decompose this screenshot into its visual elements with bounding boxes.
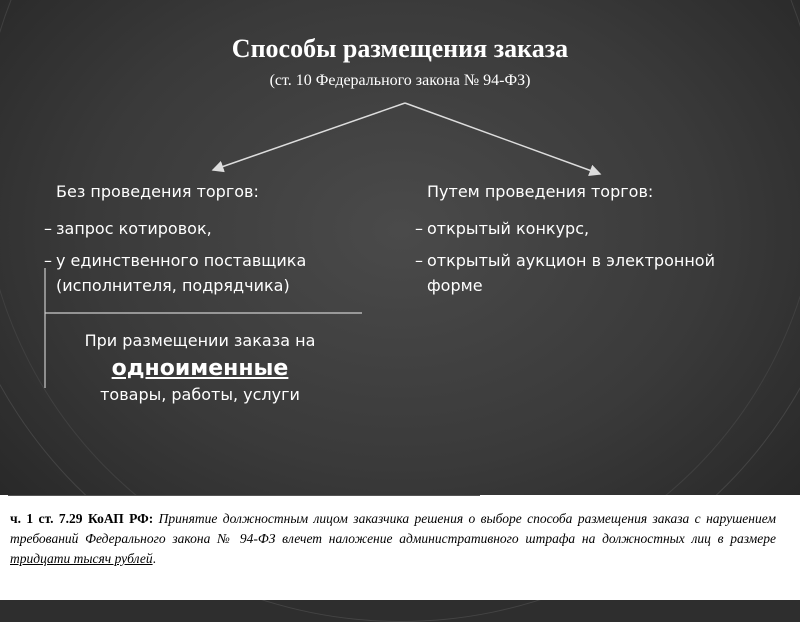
left-item-text: у единственного поставщика xyxy=(56,251,307,270)
right-item-text: открытый аукцион в электронной xyxy=(427,251,715,270)
left-item-text: запрос котировок, xyxy=(56,219,212,238)
right-item xyxy=(415,251,715,270)
note-line-1: При размещении заказа на xyxy=(84,331,316,350)
left-item xyxy=(44,251,307,270)
note-box xyxy=(40,331,360,404)
slide-subtitle: (ст. 10 Федерального закона № 94-ФЗ) xyxy=(269,72,531,89)
left-item xyxy=(44,219,212,238)
branch-arrow-right xyxy=(405,103,600,174)
left-heading: Без проведения торгов: xyxy=(56,182,259,201)
law-end: . xyxy=(152,551,156,566)
law-footnote-text xyxy=(10,509,776,569)
note-emphasis: одноименные xyxy=(111,356,289,381)
dash-bullet: – xyxy=(415,251,423,270)
dash-bullet: – xyxy=(44,251,52,270)
law-fine-amount: тридцати тысяч рублей xyxy=(10,551,153,566)
dash-bullet: – xyxy=(415,219,423,238)
law-footnote-box xyxy=(0,495,800,600)
law-body: Принятие должностным лицом заказчика решения о выборе способа размещения заказа с нарушением требований Федерального закона № 94-ФЗ влечет наложение административного штрафа на должностных лиц в размере xyxy=(10,511,776,546)
separator-line xyxy=(8,495,480,496)
dash-bullet: – xyxy=(44,219,52,238)
branch-arrow-left xyxy=(213,103,405,170)
slide-title: Способы размещения заказа xyxy=(231,34,569,63)
right-item xyxy=(415,219,590,238)
right-heading: Путем проведения торгов: xyxy=(427,182,654,201)
right-item-continued: форме xyxy=(427,276,483,295)
note-line-3: товары, работы, услуги xyxy=(100,385,300,404)
law-reference: ч. 1 ст. 7.29 КоАП РФ: xyxy=(10,511,154,526)
left-item-continued: (исполнителя, подрядчика) xyxy=(56,276,290,295)
right-item-text: открытый конкурс, xyxy=(427,219,590,238)
